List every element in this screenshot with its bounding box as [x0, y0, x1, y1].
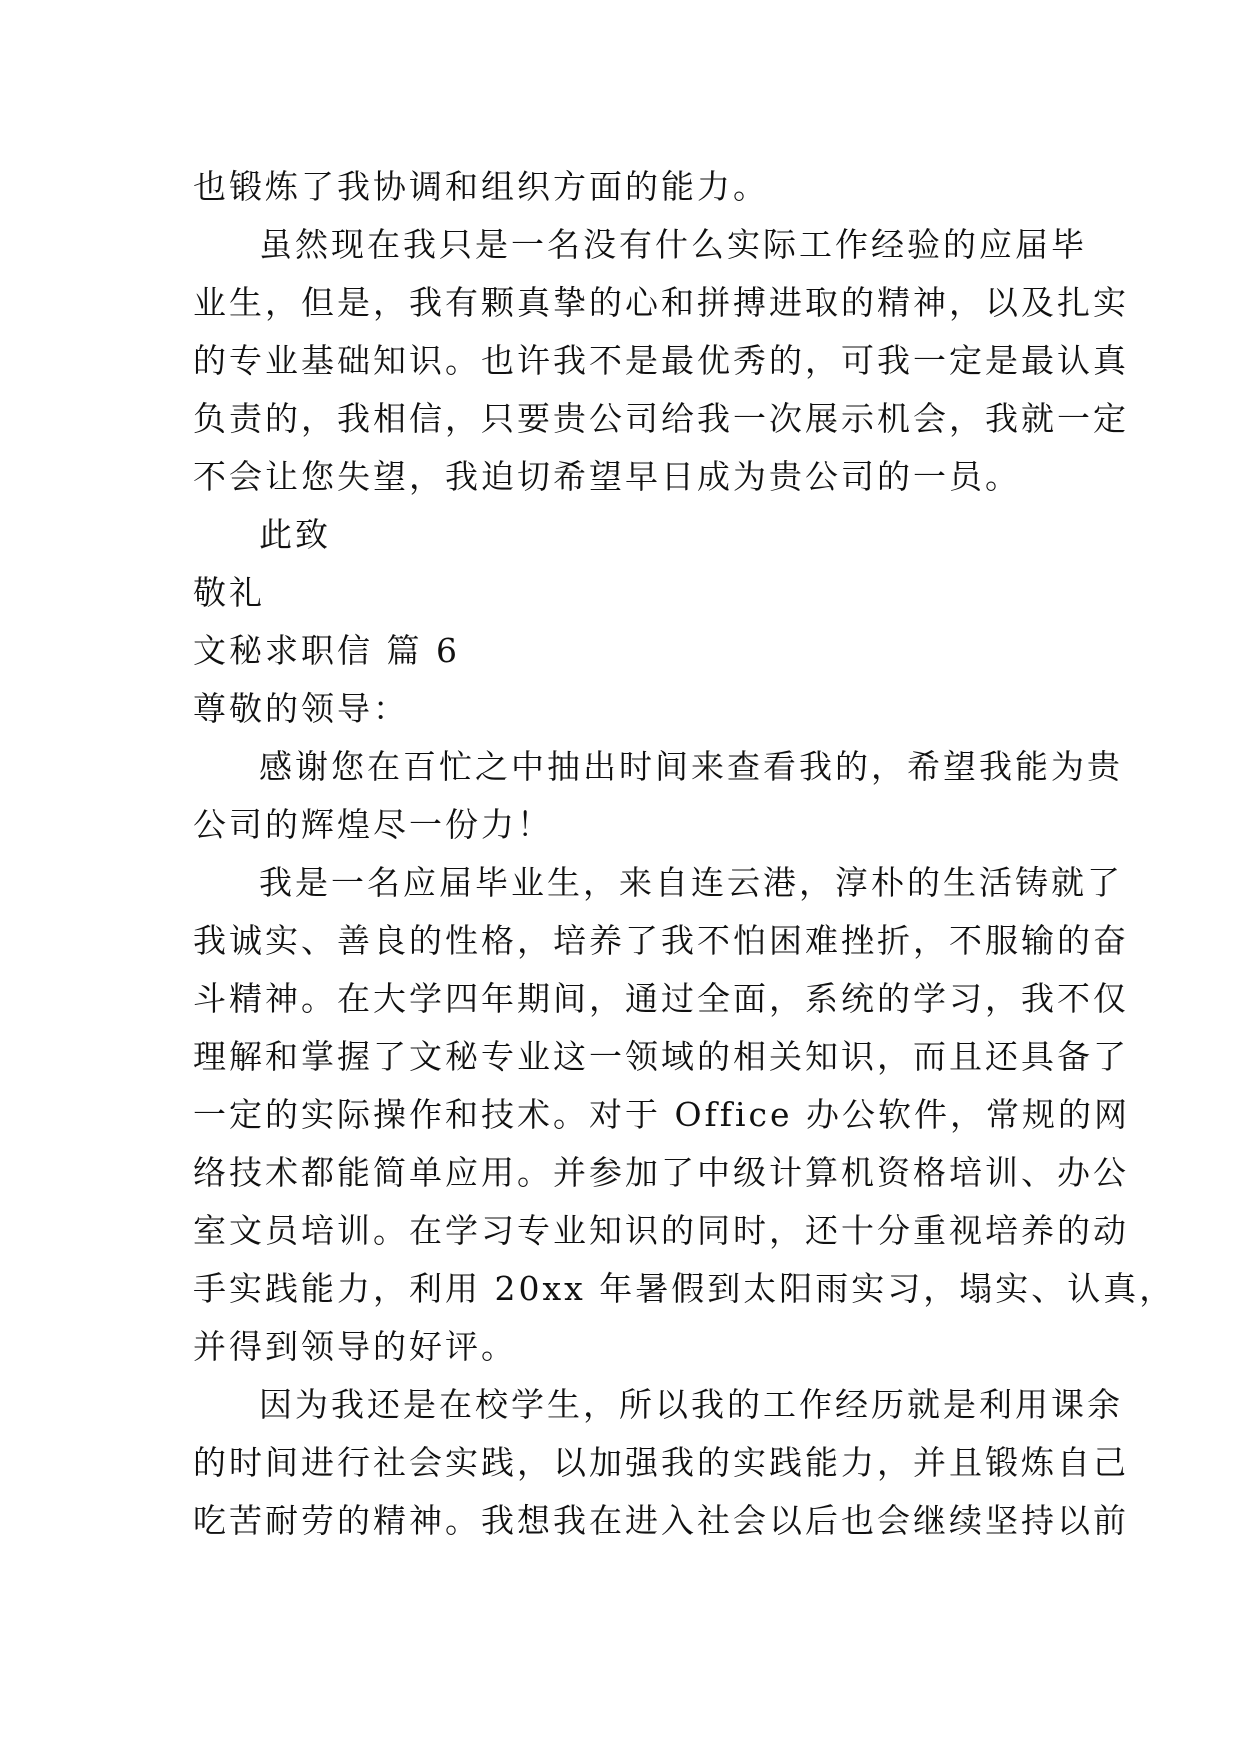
text-line: 并得到领导的好评。 [193, 1327, 517, 1366]
document-body [193, 158, 1176, 1550]
text-line: 我诚实、善良的性格，培养了我不怕困难挫折，不服输的奋 [193, 921, 1129, 960]
closing-regards: 敬礼 [193, 573, 265, 612]
text-line: 络技术都能简单应用。并参加了中级计算机资格培训、办公 [193, 1153, 1129, 1192]
text-line: 公司的辉煌尽一份力！ [193, 805, 553, 844]
text-line: 理解和掌握了文秘专业这一领域的相关知识，而且还具备了 [193, 1037, 1129, 1076]
text-line: 不会让您失望，我迫切希望早日成为贵公司的一员。 [193, 457, 1021, 496]
section-heading: 文秘求职信 篇 6 [193, 631, 460, 670]
text-line: 吃苦耐劳的精神。我想我在进入社会以后也会继续坚持以前 [193, 1501, 1129, 1540]
text-line: 负责的，我相信，只要贵公司给我一次展示机会，我就一定 [193, 399, 1129, 438]
text-line: 室文员培训。在学习专业知识的同时，还十分重视培养的动 [193, 1211, 1129, 1250]
text-line: 因为我还是在校学生，所以我的工作经历就是利用课余 [259, 1385, 1123, 1424]
text-line: 感谢您在百忙之中抽出时间来查看我的，希望我能为贵 [259, 747, 1123, 786]
text-line: 斗精神。在大学四年期间，通过全面，系统的学习，我不仅 [193, 979, 1129, 1018]
text-line: 一定的实际操作和技术。对于 Office 办公软件，常规的网 [193, 1095, 1131, 1134]
closing-salutation: 此致 [259, 515, 331, 554]
text-line: 也锻炼了我协调和组织方面的能力。 [193, 167, 769, 206]
greeting: 尊敬的领导： [193, 689, 409, 728]
text-line: 我是一名应届毕业生，来自连云港，淳朴的生活铸就了 [259, 863, 1123, 902]
text-line: 业生，但是，我有颗真挚的心和拼搏进取的精神，以及扎实 [193, 283, 1129, 322]
text-line: 的专业基础知识。也许我不是最优秀的，可我一定是最认真 [193, 341, 1129, 380]
text-line: 手实践能力，利用 20xx 年暑假到太阳雨实习，塌实、认真， [193, 1269, 1176, 1308]
text-line: 虽然现在我只是一名没有什么实际工作经验的应届毕 [259, 225, 1087, 264]
text-line: 的时间进行社会实践，以加强我的实践能力，并且锻炼自己 [193, 1443, 1129, 1482]
